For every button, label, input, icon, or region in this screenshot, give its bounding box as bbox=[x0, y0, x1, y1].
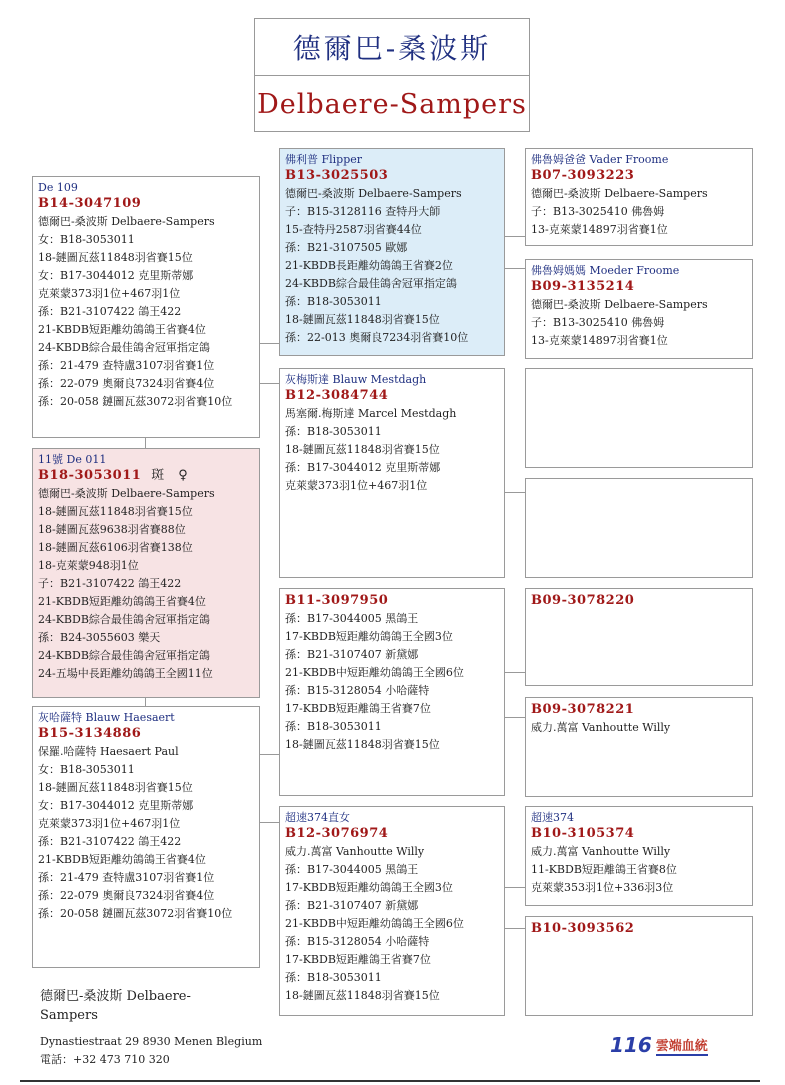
pigeon-name: 佛魯姆爸爸 Vader Froome bbox=[531, 153, 669, 166]
pedigree-line: 18-鏈圖瓦茲9638羽省賽88位 bbox=[38, 523, 186, 536]
dam-sire-sire-card[interactable] bbox=[525, 588, 753, 686]
pedigree-line: 13-克萊蒙14897羽省賽1位 bbox=[531, 223, 668, 236]
pedigree-line: 孫：22-079 奧爾良7324羽省賽4位 bbox=[38, 889, 215, 902]
pedigree-line: 孫：B18-3053011 bbox=[285, 295, 382, 308]
pigeon-name: 11號 De 011 bbox=[38, 453, 107, 466]
pedigree-line: 17-KBDB短距離幼鴿鴿王全國3位 bbox=[285, 630, 453, 643]
pedigree-line: 17-KBDB短距離鴿王省賽7位 bbox=[285, 702, 431, 715]
pedigree-line: 21-KBDB短距離幼鴿鴿王省賽4位 bbox=[38, 323, 206, 336]
pedigree-line: 孫：B15-3128054 小哈薩特 bbox=[285, 935, 430, 948]
pedigree-line: 21-KBDB中短距離幼鴿鴿王全國6位 bbox=[285, 666, 464, 679]
pedigree-line: 18-克萊蒙948羽1位 bbox=[38, 559, 139, 572]
dam-dam-sire-card[interactable] bbox=[525, 806, 753, 906]
bottom-divider bbox=[20, 1080, 760, 1082]
pedigree-line: 孫：21-479 查特盧3107羽省賽1位 bbox=[38, 871, 215, 884]
connector-line bbox=[505, 268, 525, 269]
sire-sire-sire-card[interactable] bbox=[525, 148, 753, 246]
pedigree-line: 子：B15-3128116 查特丹大師 bbox=[285, 205, 441, 218]
ring-number: B12-3084744 bbox=[285, 388, 389, 403]
pedigree-line: 孫：B17-3044005 黑鴿王 bbox=[285, 612, 419, 625]
pedigree-line: 孫：20-058 鏈圖瓦茲3072羽省賽10位 bbox=[38, 395, 233, 408]
pedigree-line: 女：B17-3044012 克里斯蒂娜 bbox=[38, 799, 194, 812]
connector-line bbox=[260, 754, 279, 755]
ring-number: B07-3093223 bbox=[531, 168, 635, 183]
ring-number: B14-3047109 bbox=[38, 196, 142, 211]
pigeon-name: 佛魯姆媽媽 Moeder Froome bbox=[531, 264, 680, 277]
footer-loft-name: 德爾巴-桑波斯 Delbaere-Sampers bbox=[40, 989, 191, 1023]
pedigree-line: 24-五場中長距離幼鴿鴿王全國11位 bbox=[38, 667, 213, 680]
sire-sire-card[interactable] bbox=[279, 148, 505, 356]
pedigree-line: 克萊蒙373羽1位+467羽1位 bbox=[285, 479, 428, 492]
ring-number-row bbox=[531, 825, 747, 843]
pedigree-line: 孫：B18-3053011 bbox=[285, 425, 382, 438]
pedigree-line: 威力.萬富 Vanhoutte Willy bbox=[285, 845, 425, 858]
pedigree-line: 24-KBDB綜合最佳鴿舍冠軍指定鴿 bbox=[38, 649, 210, 662]
pedigree-line: 孫：B21-3107407 新黛娜 bbox=[285, 899, 419, 912]
pedigree-line: 孫：22-079 奧爾良7324羽省賽4位 bbox=[38, 377, 215, 390]
pedigree-line: 女：B18-3053011 bbox=[38, 233, 135, 246]
dam-sire-card[interactable] bbox=[279, 588, 505, 796]
color-sex: 斑 ♀ bbox=[151, 468, 189, 483]
pedigree-line: 18-鏈圖瓦茲11848羽省賽15位 bbox=[38, 251, 193, 264]
pedigree-line: 15-查特丹2587羽省賽44位 bbox=[285, 223, 422, 236]
pedigree-line: 威力.萬富 Vanhoutte Willy bbox=[531, 845, 671, 858]
ring-number: B13-3025503 bbox=[285, 168, 389, 183]
sire-card[interactable] bbox=[32, 176, 260, 438]
pedigree-line: 子：B13-3025410 佛魯姆 bbox=[531, 205, 665, 218]
sire-dam-dam-card[interactable] bbox=[525, 478, 753, 578]
pedigree-line: 24-KBDB綜合最佳鴿舍冠軍指定鴿 bbox=[285, 277, 457, 290]
dam-dam-card[interactable] bbox=[279, 806, 505, 1016]
loft-name-english: Delbaere-Sampers bbox=[257, 88, 527, 120]
logo-number: 116 bbox=[610, 1033, 652, 1057]
pedigree-line: 女：B18-3053011 bbox=[38, 763, 135, 776]
pedigree-line: 孫：B18-3053011 bbox=[285, 720, 382, 733]
pedigree-line: 18-鏈圖瓦茲11848羽省賽15位 bbox=[38, 781, 193, 794]
pedigree-line: 孫：B15-3128054 小哈薩特 bbox=[285, 684, 430, 697]
pedigree-line: 21-KBDB短距離幼鴿鴿王省賽4位 bbox=[38, 595, 206, 608]
pedigree-line: 孫：B21-3107422 鴿王422 bbox=[38, 835, 182, 848]
ring-number-row bbox=[531, 701, 747, 719]
pedigree-line: 德爾巴-桑波斯 Delbaere-Sampers bbox=[38, 215, 215, 228]
pedigree-line: 子：B21-3107422 鴿王422 bbox=[38, 577, 182, 590]
pedigree-line: 孫：B24-3055603 樂天 bbox=[38, 631, 161, 644]
connector-line bbox=[260, 822, 279, 823]
pedigree-line: 18-鏈圖瓦茲11848羽省賽15位 bbox=[285, 313, 440, 326]
pedigree-line: 11-KBDB短距離鴿王省賽8位 bbox=[531, 863, 677, 876]
pedigree-line: 孫：B17-3044005 黑鴿王 bbox=[285, 863, 419, 876]
pedigree-line: 克萊蒙353羽1位+336羽3位 bbox=[531, 881, 674, 894]
pigeon-name: 灰梅斯達 Blauw Mestdagh bbox=[285, 373, 427, 386]
pedigree-line: 保羅.哈薩特 Haesaert Paul bbox=[38, 745, 179, 758]
sire-dam-card[interactable] bbox=[279, 368, 505, 578]
pigeon-name: 超速374直女 bbox=[285, 811, 350, 824]
ring-number: B10-3093562 bbox=[531, 921, 635, 936]
pedigree-line: 孫：B17-3044012 克里斯蒂娜 bbox=[285, 461, 441, 474]
connector-line bbox=[505, 887, 525, 888]
pedigree-line: 德爾巴-桑波斯 Delbaere-Sampers bbox=[531, 187, 708, 200]
pedigree-line: 孫：B21-3107407 新黛娜 bbox=[285, 648, 419, 661]
pigeon-name: 佛利普 Flipper bbox=[285, 153, 363, 166]
connector-line bbox=[145, 698, 146, 706]
pedigree-line: 孫：22-013 奧爾良7234羽省賽10位 bbox=[285, 331, 469, 344]
connector-line bbox=[505, 928, 525, 929]
footer-contact bbox=[40, 1033, 262, 1069]
ring-number-row bbox=[38, 195, 254, 213]
pedigree-line: 孫：B21-3107505 歐娜 bbox=[285, 241, 408, 254]
ring-number-row bbox=[531, 592, 747, 610]
ring-number: B09-3078221 bbox=[531, 702, 635, 717]
dam-dam-dam-card[interactable] bbox=[525, 916, 753, 1016]
brand-logo[interactable] bbox=[610, 1033, 708, 1057]
ring-number-row bbox=[285, 167, 499, 185]
pedigree-line: 17-KBDB短距離幼鴿鴿王全國3位 bbox=[285, 881, 453, 894]
pedigree-line: 21-KBDB中短距離幼鴿鴿王全國6位 bbox=[285, 917, 464, 930]
pedigree-line: 德爾巴-桑波斯 Delbaere-Sampers bbox=[531, 298, 708, 311]
ring-number: B12-3076974 bbox=[285, 826, 389, 841]
pedigree-line: 女：B17-3044012 克里斯蒂娜 bbox=[38, 269, 194, 282]
connector-line bbox=[260, 343, 279, 344]
ring-number: B15-3134886 bbox=[38, 726, 142, 741]
ring-number-row bbox=[38, 467, 254, 485]
connector-line bbox=[260, 383, 279, 384]
sire-dam-sire-card[interactable] bbox=[525, 368, 753, 468]
ring-number: B09-3135214 bbox=[531, 279, 635, 294]
pedigree-line: 24-KBDB綜合最佳鴿舍冠軍指定鴿 bbox=[38, 341, 210, 354]
pedigree-line: 克萊蒙373羽1位+467羽1位 bbox=[38, 817, 181, 830]
pedigree-line: 18-鏈圖瓦茲11848羽省賽15位 bbox=[285, 738, 440, 751]
subject-card[interactable] bbox=[32, 448, 260, 698]
connector-line bbox=[505, 492, 525, 493]
pedigree-line: 18-鏈圖瓦茲11848羽省賽15位 bbox=[38, 505, 193, 518]
connector-line bbox=[505, 717, 525, 718]
pedigree-line: 24-KBDB綜合最佳鴿舍冠軍指定鴿 bbox=[38, 613, 210, 626]
ring-number: B10-3105374 bbox=[531, 826, 635, 841]
pedigree-line: 21-KBDB長距離幼鴿鴿王省賽2位 bbox=[285, 259, 453, 272]
pedigree-line: 17-KBDB短距離鴿王省賽7位 bbox=[285, 953, 431, 966]
pedigree-line: 威力.萬富 Vanhoutte Willy bbox=[531, 721, 671, 734]
ring-number-row bbox=[285, 387, 499, 405]
pedigree-line: 孫：B18-3053011 bbox=[285, 971, 382, 984]
logo-text: 雲端血統 bbox=[656, 1035, 708, 1056]
connector-line bbox=[505, 236, 525, 237]
pedigree-line: 孫：B21-3107422 鴿王422 bbox=[38, 305, 182, 318]
pedigree-line: 子：B13-3025410 佛魯姆 bbox=[531, 316, 665, 329]
ring-number: B18-3053011 bbox=[38, 468, 142, 483]
connector-line bbox=[505, 672, 525, 673]
ring-number-row bbox=[285, 825, 499, 843]
ring-number-row bbox=[38, 725, 254, 743]
pedigree-line: 18-鏈圖瓦茲11848羽省賽15位 bbox=[285, 443, 440, 456]
pedigree-line: 孫：21-479 查特盧3107羽省賽1位 bbox=[38, 359, 215, 372]
pedigree-line: 21-KBDB短距離幼鴿鴿王省賽4位 bbox=[38, 853, 206, 866]
ring-number-row bbox=[285, 592, 499, 610]
pedigree-line: 18-鏈圖瓦茲6106羽省賽138位 bbox=[38, 541, 193, 554]
pigeon-name: De 109 bbox=[38, 181, 78, 194]
pigeon-name: 超速374 bbox=[531, 811, 574, 824]
pedigree-line: 18-鏈圖瓦茲11848羽省賽15位 bbox=[285, 989, 440, 1002]
pigeon-name: 灰哈薩特 Blauw Haesaert bbox=[38, 711, 175, 724]
ring-number-row bbox=[531, 920, 747, 938]
pedigree-line: 德爾巴-桑波斯 Delbaere-Sampers bbox=[285, 187, 462, 200]
pedigree-line: 克萊蒙373羽1位+467羽1位 bbox=[38, 287, 181, 300]
pedigree-line: 13-克萊蒙14897羽省賽1位 bbox=[531, 334, 668, 347]
dam-card[interactable] bbox=[32, 706, 260, 968]
footer-address: Dynastiestraat 29 8930 Menen Blegium bbox=[40, 1035, 263, 1048]
ring-number-row bbox=[531, 167, 747, 185]
ring-number: B11-3097950 bbox=[285, 593, 389, 608]
ring-number: B09-3078220 bbox=[531, 593, 635, 608]
dam-sire-dam-card[interactable] bbox=[525, 697, 753, 797]
pedigree-line: 孫：20-058 鏈圖瓦茲3072羽省賽10位 bbox=[38, 907, 233, 920]
loft-name-chinese: 德爾巴-桑波斯 bbox=[255, 19, 529, 76]
footer-phone: 電話：+32 473 710 320 bbox=[40, 1053, 170, 1066]
pedigree-line: 德爾巴-桑波斯 Delbaere-Sampers bbox=[38, 487, 215, 500]
connector-line bbox=[145, 438, 146, 448]
ring-number-row bbox=[531, 278, 747, 296]
pedigree-line: 馬塞爾.梅斯達 Marcel Mestdagh bbox=[285, 407, 457, 420]
sire-sire-dam-card[interactable] bbox=[525, 259, 753, 359]
title-box bbox=[254, 18, 530, 132]
